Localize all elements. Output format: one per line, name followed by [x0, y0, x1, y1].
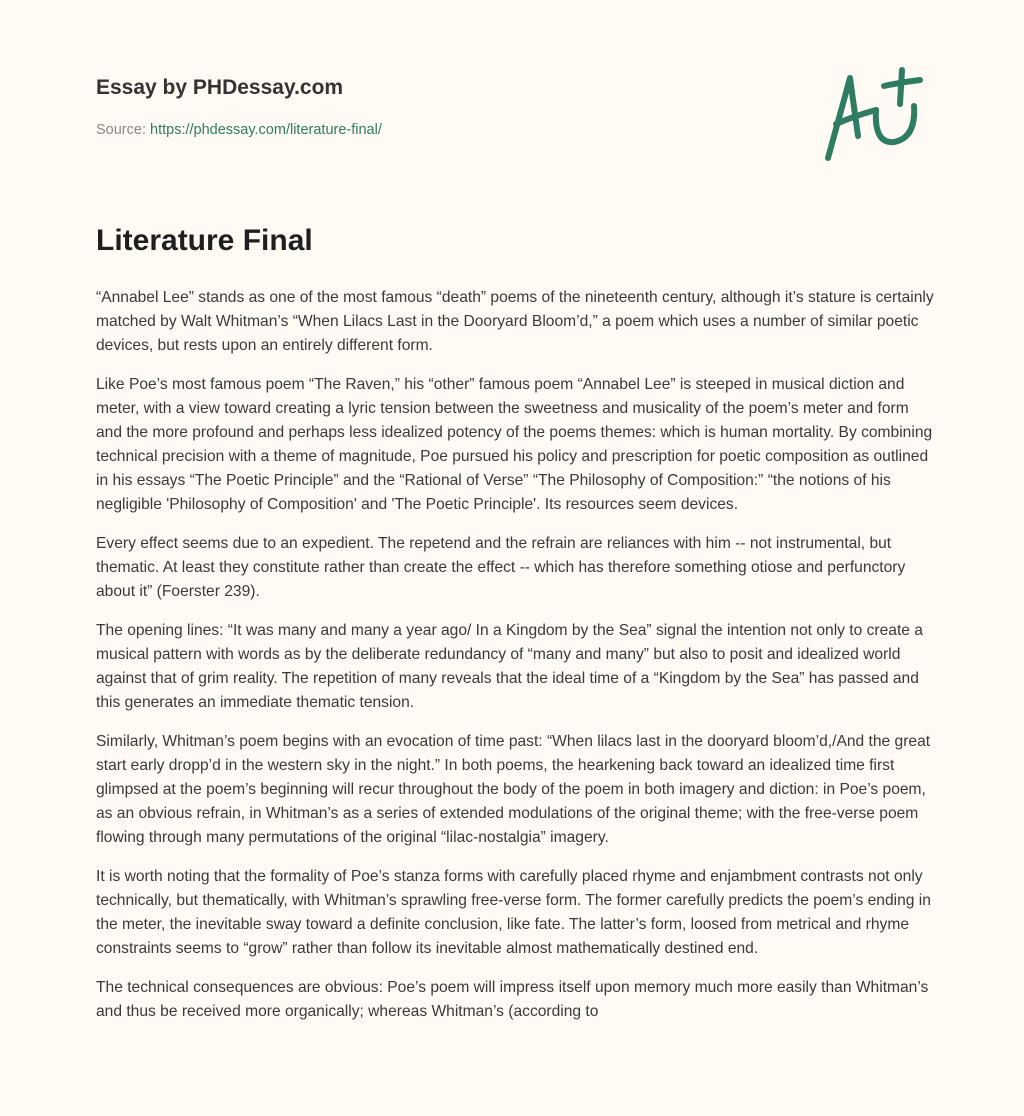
source-line — [96, 122, 382, 138]
paragraph: Like Poe’s most famous poem “The Raven,” his “other” famous poem “Annabel Lee” is steeped in musical diction and meter, with a view toward creating a lyric tension between the sweetness and musicality of the poem’s meter and form and the more profound and perhaps less idealized potency of the poems themes: which is human mortality. By combining technical precision with a theme of magnitude, Poe pursued his policy and prescription for poetic composition as outlined in his essays “The Poetic Principle” and the “Rational of Verse” “The Philosophy of Composition:” “the notions of his negligible 'Philosophy of Composition' and 'The Poetic Principle'. Its resources seem devices. — [96, 376, 933, 513]
a-plus-logo-icon — [818, 66, 928, 166]
paragraph: “Annabel Lee” stands as one of the most famous “death” poems of the nineteenth century, although it’s stature is certainly matched by Walt Whitman’s “When Lilacs Last in the Dooryard Bloom’d,” a poem which uses a number of similar poetic devices, but rests upon an entirely different form. — [96, 289, 934, 354]
paragraph: The opening lines: “It was many and many a year ago/ In a Kingdom by the Sea” signal the intention not only to create a musical pattern with words as by the deliberate redundancy of “many and many” but also to posit and idealized world against that of grim reality. The repetition of many reveals that the ideal time of a “Kingdom by the Sea” has passed and this generates an immediate thematic tension. — [96, 622, 923, 711]
essay-body — [96, 286, 938, 1039]
paragraph: The technical consequences are obvious: Poe’s poem will impress itself upon memory much more easily than Whitman’s and thus be received more organically; whereas Whitman’s (according to — [96, 979, 929, 1020]
paragraph: Similarly, Whitman’s poem begins with an evocation of time past: “When lilacs last in the dooryard bloom’d,/And the great start early dropp’d in the western sky in the night.” In both poems, the hearkening back toward an idealized time first glimpsed at the poem’s beginning will recur throughout the body of the poem in both imagery and diction: in Poe’s poem, as an obvious refrain, in Whitman’s as a series of extended modulations of the original theme; with the free-verse poem flowing through many permutations of the original “lilac-nostalgia” imagery. — [96, 733, 931, 846]
site-title: Essay by PHDessay.com — [96, 76, 344, 99]
paragraph: Every effect seems due to an expedient. The repetend and the refrain are reliances with him -- not instrumental, but thematic. At least they constitute rather than create the effect -- which has therefore something otiose and perfunctory about it” (Foerster 239). — [96, 535, 906, 600]
source-link[interactable]: https://phdessay.com/literature-final/ — [150, 122, 382, 138]
essay-title: Literature Final — [96, 224, 313, 257]
source-label: Source: — [96, 122, 146, 138]
paragraph: It is worth noting that the formality of Poe’s stanza forms with carefully placed rhyme and enjambment contrasts not only technically, but thematically, with Whitman’s sprawling free-verse form. The former carefully predicts the poem’s ending in the meter, the inevitable sway toward a definite conclusion, like fate. The latter’s form, loosed from metrical and rhyme constraints seems to “grow” rather than follow its inevitable almost mathematically destined end. — [96, 868, 931, 957]
page-header — [96, 76, 382, 138]
